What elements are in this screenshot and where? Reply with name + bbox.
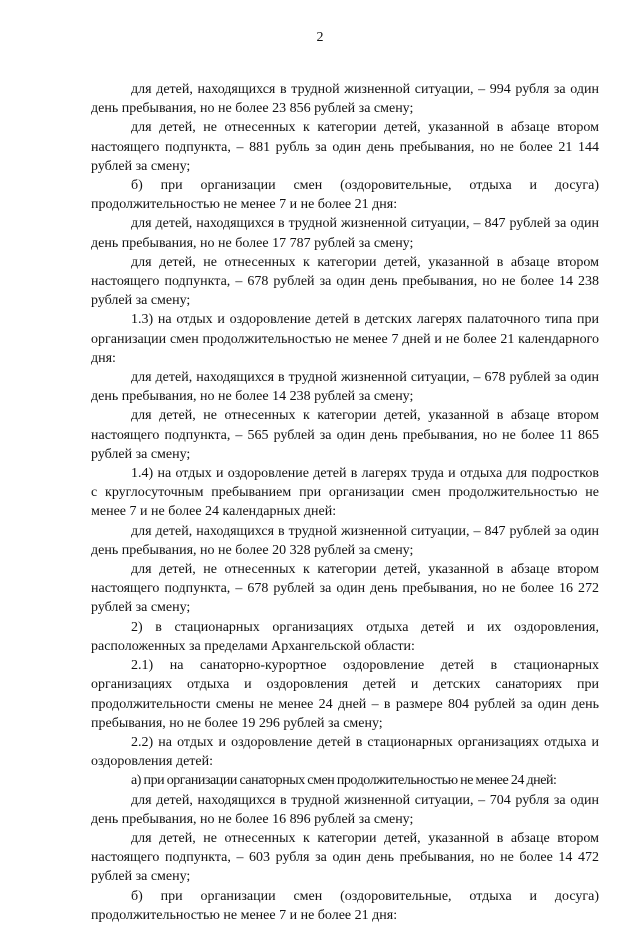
paragraph-10: для детей, находящихся в трудной жизненной ситуации, – 847 рублей за один день пребывания, но не более 20 328 рублей за смену; [91, 523, 599, 558]
paragraph-9: 1.4) на отдых и оздоровление детей в лагерях труда и отдыха для подростков с круглосуточным пребыванием при организации смен продолжительностью не менее 7 и не более 24 календарных дней: [91, 466, 599, 520]
paragraph-18: б) при организации смен (оздоровительные, отдыха и досуга) продолжительностью не менее 7 и не более 21 дня: [91, 888, 599, 923]
paragraph-8: для детей, не отнесенных к категории детей, указанной в абзаце втором настоящего подпункта, – 565 рублей за один день пребывания, но не более 11 865 рублей за смену; [91, 408, 599, 462]
document-body [91, 80, 599, 925]
paragraph-3: б) при организации смен (оздоровительные, отдыха и досуга) продолжительностью не менее 7 и не более 21 дня: [91, 178, 599, 213]
paragraph-13: 2.1) на санаторно-курортное оздоровление детей в стационарных организациях отдыха и оздоровления детей и детских санаториях при продолжительности смены не менее 24 дней – в размере 804 рублей за один день пребывания, но не более 19 296 рублей за смену; [91, 658, 599, 731]
paragraph-14: 2.2) на отдых и оздоровление детей в стационарных организациях отдыха и оздоровления детей: [91, 734, 599, 770]
paragraph-12: 2) в стационарных организациях отдыха детей и их оздоровления, расположенных за пределами Архангельской области: [91, 619, 599, 654]
paragraph-5: для детей, не отнесенных к категории детей, указанной в абзаце втором настоящего подпункта, – 678 рублей за один день пребывания, но не более 14 238 рублей за смену; [91, 254, 599, 309]
paragraph-16: для детей, находящихся в трудной жизненной ситуации, – 704 рубля за один день пребывания, но не более 16 896 рублей за смену; [91, 792, 599, 827]
paragraph-7: для детей, находящихся в трудной жизненной ситуации, – 678 рублей за один день пребывания, но не более 14 238 рублей за смену; [91, 370, 599, 405]
paragraph-1: для детей, находящихся в трудной жизненной ситуации, – 994 рубля за один день пребывания, но не более 23 856 рублей за смену; [91, 82, 599, 117]
paragraph-15: а) при организации санаторных смен продолжительностью не менее 24 дней: [131, 773, 557, 789]
paragraph-17: для детей, не отнесенных к категории детей, указанной в абзаце втором настоящего подпункта, – 603 рубля за один день пребывания, но не более 14 472 рублей за смену; [91, 830, 599, 885]
paragraph-4: для детей, находящихся в трудной жизненной ситуации, – 847 рублей за один день пребывания, но не более 17 787 рублей за смену; [91, 216, 599, 251]
paragraph-11: для детей, не отнесенных к категории детей, указанной в абзаце втором настоящего подпункта, – 678 рублей за один день пребывания, но не более 16 272 рублей за смену; [91, 562, 599, 616]
page-number: 2 [316, 30, 324, 45]
paragraph-2: для детей, не отнесенных к категории детей, указанной в абзаце втором настоящего подпункта, – 881 рубль за один день пребывания, но не более 21 144 рублей за смену; [91, 120, 599, 174]
paragraph-6: 1.3) на отдых и оздоровление детей в детских лагерях палаточного типа при организации смен продолжительностью не менее 7 дней и не более 21 календарного дня: [91, 312, 599, 366]
